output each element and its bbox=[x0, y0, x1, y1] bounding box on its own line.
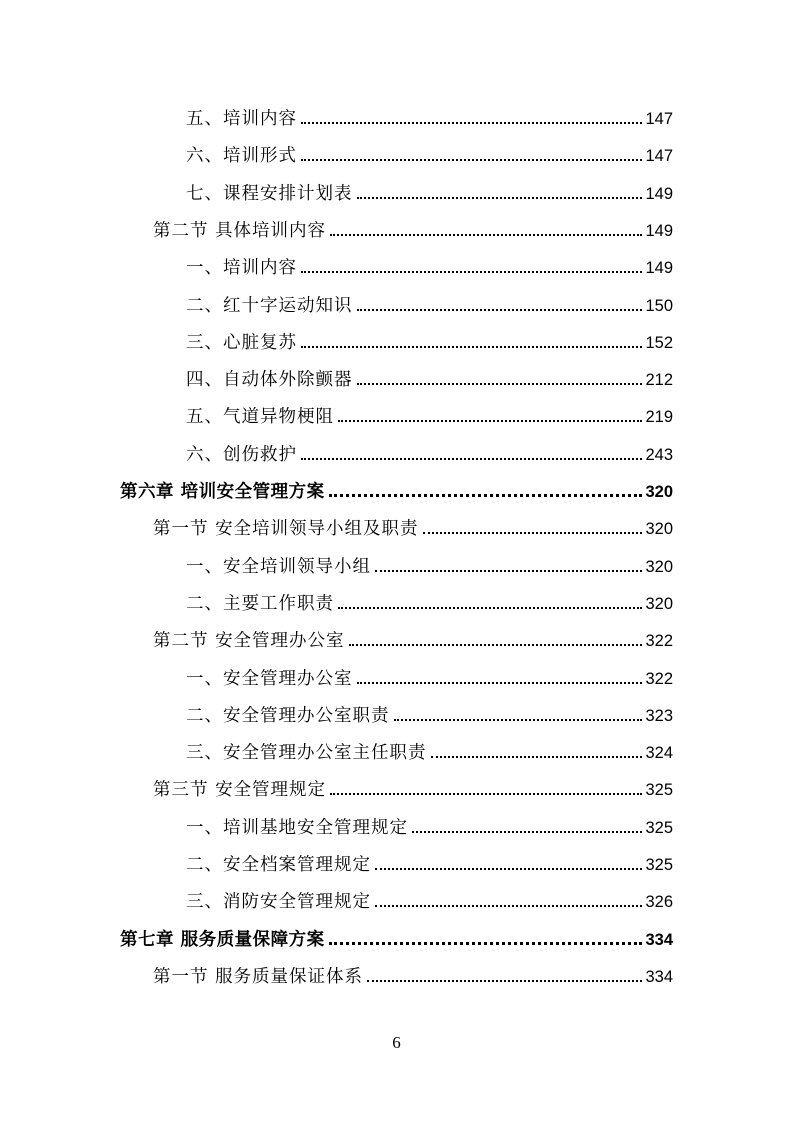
toc-leader-dots bbox=[329, 941, 643, 945]
toc-entry-label: 一、安全培训领导小组 bbox=[186, 556, 371, 577]
toc-subsection-entry[interactable] bbox=[186, 850, 673, 880]
toc-entry-page-number: 323 bbox=[645, 706, 673, 725]
toc-entry-page-number: 149 bbox=[645, 221, 673, 240]
toc-entry-label: 三、心脏复苏 bbox=[186, 332, 297, 353]
toc-leader-dots bbox=[357, 308, 643, 311]
toc-entry-label: 二、红十字运动知识 bbox=[186, 295, 353, 316]
toc-entry-page-number: 150 bbox=[645, 296, 673, 315]
toc-subsection-entry[interactable] bbox=[186, 664, 673, 694]
toc-entry-label: 二、主要工作职责 bbox=[186, 593, 334, 614]
toc-leader-dots bbox=[375, 569, 642, 572]
toc-leader-dots bbox=[330, 792, 642, 795]
toc-leader-dots bbox=[338, 606, 642, 609]
toc-section-entry[interactable] bbox=[153, 775, 673, 805]
toc-entry-page-number: 320 bbox=[645, 483, 673, 501]
toc-leader-dots bbox=[431, 755, 643, 758]
toc-entry-page-number: 320 bbox=[645, 520, 673, 539]
toc-leader-dots bbox=[367, 979, 642, 982]
toc-section-entry[interactable] bbox=[153, 514, 673, 544]
toc-entry-label: 四、自动体外除颤器 bbox=[186, 370, 353, 391]
toc-leader-dots bbox=[338, 419, 642, 422]
toc-entry-label: 七、课程安排计划表 bbox=[186, 183, 353, 204]
toc-entry-page-number: 322 bbox=[645, 632, 673, 651]
toc-section-entry[interactable] bbox=[153, 626, 673, 656]
toc-entry-label: 一、培训基地安全管理规定 bbox=[186, 817, 408, 838]
toc-subsection-entry[interactable] bbox=[186, 104, 673, 134]
toc-leader-dots bbox=[301, 345, 642, 348]
toc-leader-dots bbox=[301, 121, 642, 124]
toc-entry-page-number: 149 bbox=[645, 259, 673, 278]
toc-leader-dots bbox=[357, 196, 643, 199]
toc-entry-page-number: 326 bbox=[645, 893, 673, 912]
toc-subsection-entry[interactable] bbox=[186, 402, 673, 432]
toc-subsection-entry[interactable] bbox=[186, 253, 673, 283]
toc-entry-page-number: 149 bbox=[645, 184, 673, 203]
toc-entry-page-number: 152 bbox=[645, 333, 673, 352]
toc-entry-label: 第二节 具体培训内容 bbox=[153, 220, 327, 241]
toc-entry-page-number: 147 bbox=[645, 110, 673, 128]
toc-subsection-entry[interactable] bbox=[186, 738, 673, 768]
toc-leader-dots bbox=[301, 270, 642, 273]
toc-leader-dots bbox=[423, 531, 643, 534]
toc-entry-page-number: 243 bbox=[645, 445, 673, 464]
toc-leader-dots bbox=[329, 493, 643, 497]
toc-entry-label: 一、安全管理办公室 bbox=[186, 668, 353, 689]
page-number: 6 bbox=[392, 1033, 401, 1052]
toc-leader-dots bbox=[330, 233, 642, 236]
toc-subsection-entry[interactable] bbox=[186, 887, 673, 917]
toc-entry-label: 三、消防安全管理规定 bbox=[186, 892, 371, 913]
toc-leader-dots bbox=[357, 681, 643, 684]
toc-leader-dots bbox=[412, 830, 642, 833]
toc-subsection-entry[interactable] bbox=[186, 813, 673, 843]
toc-entry-label: 第一节 安全培训领导小组及职责 bbox=[153, 519, 419, 540]
toc-entry-label: 五、气道异物梗阻 bbox=[186, 407, 334, 428]
toc-leader-dots bbox=[375, 904, 642, 907]
toc-entry-page-number: 219 bbox=[645, 408, 673, 427]
toc-entry-label: 第一节 服务质量保证体系 bbox=[153, 966, 364, 987]
toc-leader-dots bbox=[301, 457, 642, 460]
toc-subsection-entry[interactable] bbox=[186, 365, 673, 395]
toc-entry-page-number: 325 bbox=[645, 818, 673, 837]
toc-entry-label: 六、培训形式 bbox=[186, 146, 297, 167]
toc-leader-dots bbox=[301, 158, 642, 161]
toc-subsection-entry[interactable] bbox=[186, 328, 673, 358]
toc-entry-page-number: 324 bbox=[645, 744, 673, 763]
toc-subsection-entry[interactable] bbox=[186, 552, 673, 582]
toc-entry-label: 二、安全管理办公室职责 bbox=[186, 705, 390, 726]
toc-entry-page-number: 334 bbox=[645, 930, 673, 949]
toc-leader-dots bbox=[394, 718, 643, 721]
toc-subsection-entry[interactable] bbox=[186, 179, 673, 209]
toc-leader-dots bbox=[349, 643, 643, 646]
toc-entry-label: 第二节 安全管理办公室 bbox=[153, 631, 345, 652]
toc-entry-label: 三、安全管理办公室主任职责 bbox=[186, 743, 427, 764]
toc-leader-dots bbox=[375, 867, 642, 870]
toc-subsection-entry[interactable] bbox=[186, 440, 673, 470]
toc-entry-label: 一、培训内容 bbox=[186, 258, 297, 279]
toc-subsection-entry[interactable] bbox=[186, 141, 673, 171]
toc-entry-label: 第七章 服务质量保障方案 bbox=[120, 929, 325, 950]
toc-entry-label: 六、创伤救护 bbox=[186, 444, 297, 465]
toc-section-entry[interactable] bbox=[153, 962, 673, 992]
toc-entry-page-number: 325 bbox=[645, 781, 673, 800]
toc-entry-page-number: 320 bbox=[645, 557, 673, 576]
toc-entry-label: 五、培训内容 bbox=[186, 109, 297, 129]
toc-entry-page-number: 147 bbox=[645, 147, 673, 166]
toc-subsection-entry[interactable] bbox=[186, 589, 673, 619]
toc-entry-page-number: 325 bbox=[645, 856, 673, 874]
toc-section-entry[interactable] bbox=[153, 216, 673, 246]
toc-entry-label: 第六章 培训安全管理方案 bbox=[120, 482, 325, 502]
toc-entry-page-number: 334 bbox=[645, 967, 673, 986]
toc-leader-dots bbox=[357, 382, 643, 385]
toc-chapter-entry[interactable] bbox=[120, 477, 673, 507]
toc-entry-page-number: 320 bbox=[645, 594, 673, 613]
toc-chapter-entry[interactable] bbox=[120, 925, 673, 955]
toc-entry-label: 第三节 安全管理规定 bbox=[153, 780, 327, 801]
toc-subsection-entry[interactable] bbox=[186, 291, 673, 321]
toc-entry-page-number: 212 bbox=[645, 371, 673, 390]
toc-subsection-entry[interactable] bbox=[186, 701, 673, 731]
toc-entry-page-number: 322 bbox=[645, 669, 673, 688]
toc-entry-label: 二、安全档案管理规定 bbox=[186, 855, 371, 875]
